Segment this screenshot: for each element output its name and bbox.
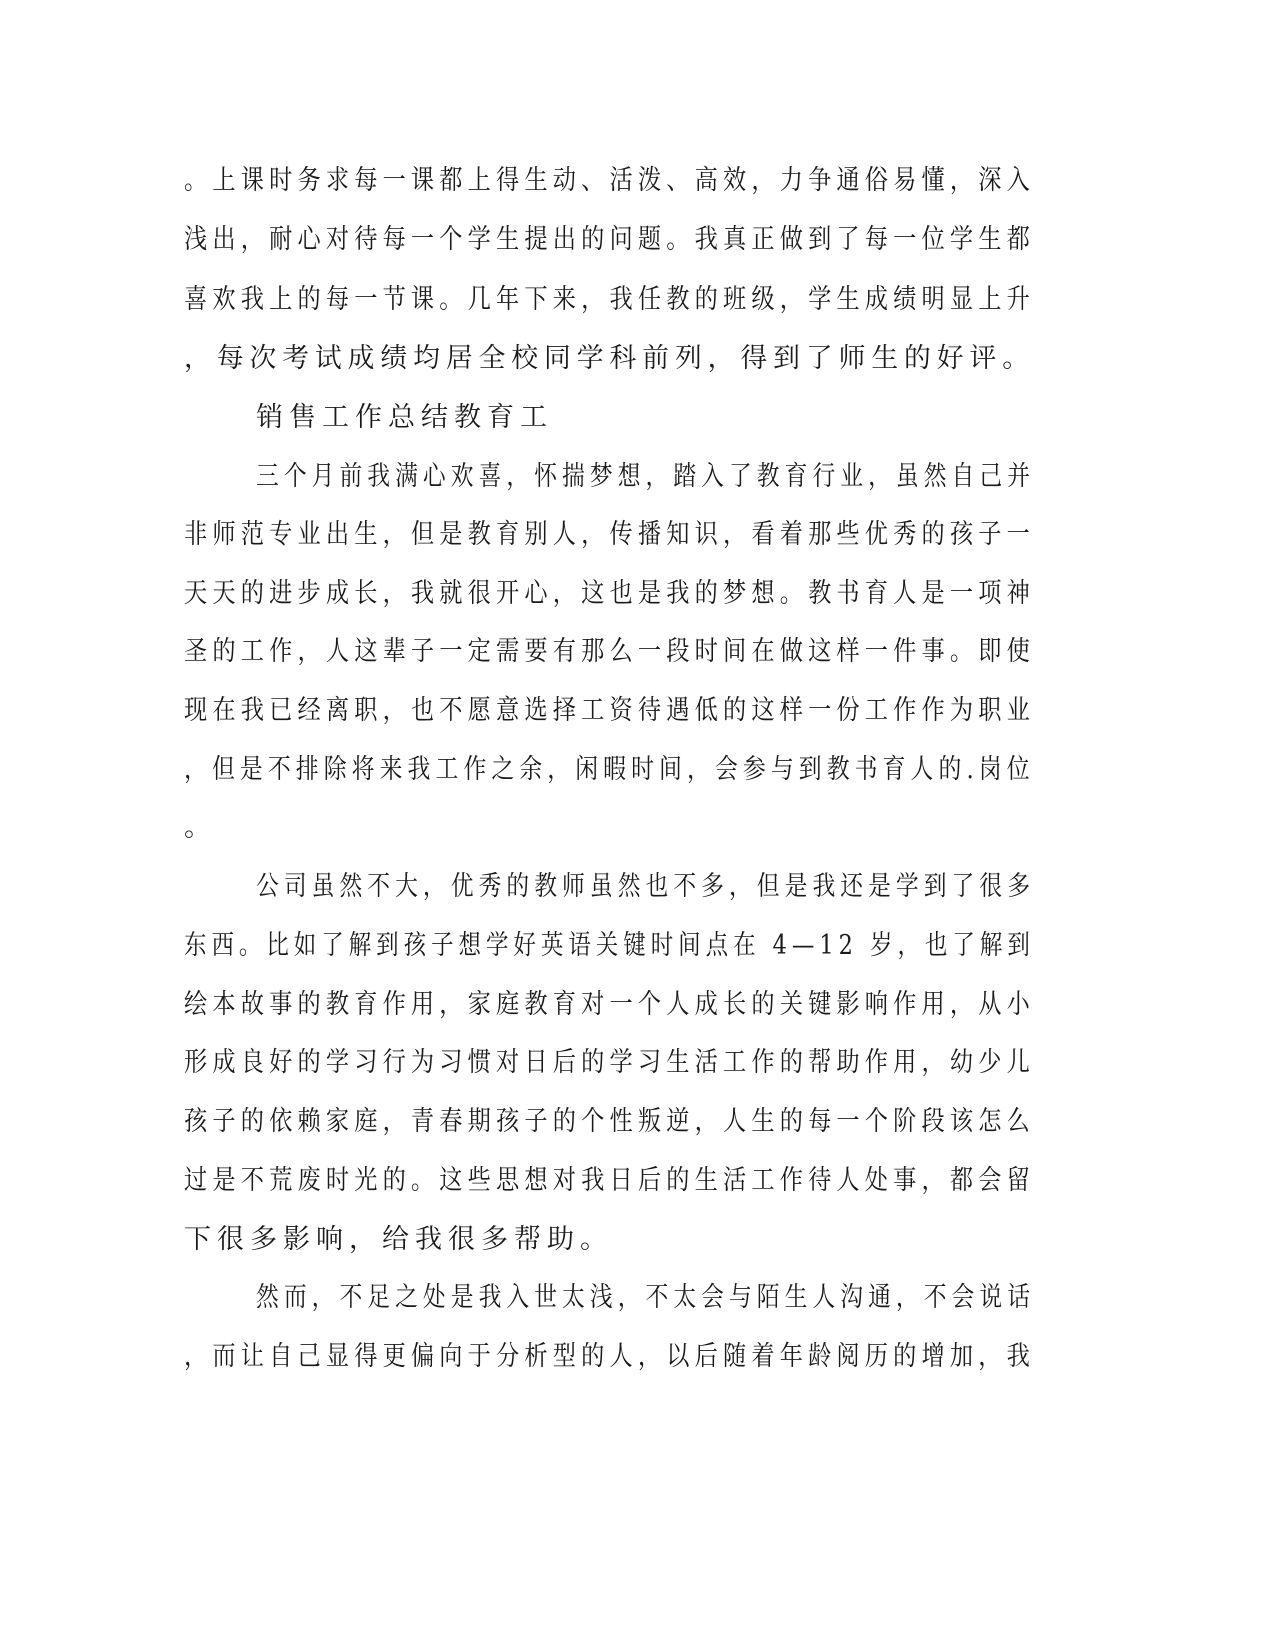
text-line: 。上课时务求每一课都上得生动、活泼、高效，力争通俗易懂，深入 [184, 165, 1036, 196]
text-line: 绘本故事的教育作用，家庭教育对一个人成长的关键影响作用，从小 [184, 989, 1036, 1020]
text-line: 喜欢我上的每一节课。几年下来，我任教的班级，学生成绩明显上升 [184, 284, 1036, 315]
text-line: 三个月前我满心欢喜，怀揣梦想，踏入了教育行业，虽然自己并 [256, 461, 1036, 492]
text-line: 公司虽然不大，优秀的教师虽然也不多，但是我还是学到了很多 [256, 871, 1036, 902]
text-line: 。 [184, 812, 217, 843]
text-line: 过是不荒废时光的。这些思想对我日后的生活工作待人处事，都会留 [184, 1165, 1036, 1196]
text-line: 圣的工作，人这辈子一定需要有那么一段时间在做这样一件事。即使 [184, 636, 1036, 667]
text-line: 孩子的依赖家庭，青春期孩子的个性叛逆，人生的每一个阶段该怎么 [184, 1106, 1036, 1137]
text-line: 形成良好的学习行为习惯对日后的学习生活工作的帮助作用，幼少儿 [184, 1047, 1036, 1078]
text-line: ，而让自己显得更偏向于分析型的人，以后随着年龄阅历的增加，我 [184, 1341, 1036, 1372]
text-line: 下很多影响，给我很多帮助。 [184, 1224, 613, 1255]
text-line: ，每次考试成绩均居全校同学科前列，得到了师生的好评。 [184, 343, 1035, 374]
text-line: 非师范专业出生，但是教育别人，传播知识，看着那些优秀的孩子一 [184, 519, 1036, 550]
text-line: ，但是不排除将来我工作之余，闲暇时间，会参与到教书育人的.岗位 [184, 754, 1035, 785]
text-line: 现在我已经离职，也不愿意选择工资待遇低的这样一份工作作为职业 [184, 695, 1036, 726]
section-heading: 销售工作总结教育工 [256, 402, 553, 433]
text-line: 浅出，耐心对待每一个学生提出的问题。我真正做到了每一位学生都 [184, 224, 1036, 255]
text-line: 然而，不足之处是我入世太浅，不太会与陌生人沟通，不会说话 [256, 1282, 1036, 1313]
text-line: 天天的进步成长，我就很开心，这也是我的梦想。教书育人是一项神 [184, 578, 1036, 609]
text-line: 东西。比如了解到孩子想学好英语关键时间点在 4—12 岁，也了解到 [184, 930, 1035, 961]
